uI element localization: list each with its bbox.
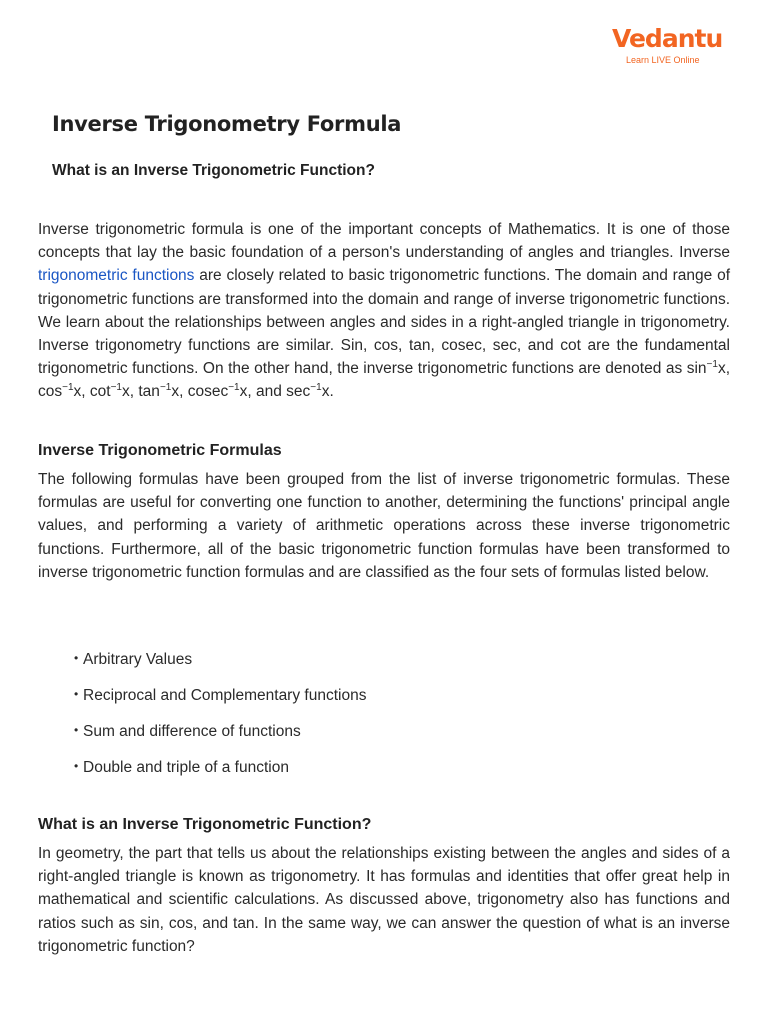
intro-text-b: are closely related to basic trigonometric functions. The domain and range of trigonometric functions are transformed into the domain and range of inverse trigonometric functions. We learn about the relationships between angles and sides in a right-angled triangle in trigonometry. Inverse trigonometry functions are similar. Sin, cos, tan, cosec, sec, and cot are the fundamental trigonometric functions. On the other hand, the inverse trigonometric functions are denoted as — [38, 267, 730, 378]
bullet-icon: • — [74, 687, 79, 701]
formula-sets-list — [74, 646, 366, 790]
logo-wordmark: Vedantu — [612, 24, 723, 53]
intro-paragraph: Inverse trigonometric formula is one of the important concepts of Mathematics. It is one of those concepts that lay the basic foundation of a person's understanding of angles and triangles. Inverse trigonometric functions are closely related to basic trigonometric functions. The domain and range of trigonometric functions are transformed into the domain and range of inverse trigonometric functions. We learn about the relationships between angles and sides in a right-angled triangle in trigonometry. Inverse trigonometry functions are similar. Sin, cos, tan, cosec, sec, and cot are the fundamental trigonometric functions. On the other hand, the inverse trigonometric functions are denoted as $\sin^{-1}x$, $\cos^{-1}x$, $\cot^{-1}x$, $\tan^{-1}x$, cosec$^{-1}$x, and $\sec^{-1}x$. — [38, 221, 730, 401]
list-item: • Double and triple of a function — [74, 754, 366, 790]
intro-text-a: Inverse trigonometric formula is one of the important concepts of Mathematics. It is one of those concepts that lay the basic foundation of a person's understanding of angles and triangles. Inverse — [38, 221, 730, 262]
inverse-tan: $\tan^{-1}x$ — [138, 382, 180, 401]
definition-paragraph: In geometry, the part that tells us about the relationships existing between the angles and sides of a right-angled triangle is known as trigonometry. It has formulas and identities that offer great help in mathematical and scientific calculations. As discussed above, trigonometry also has functions and ratios such as sin, cos, and tan. In the same way, we can answer the question of what is an inverse trigonometric function? — [38, 845, 730, 955]
vedantu-logo[interactable] — [612, 24, 723, 72]
section-heading-formulas: Inverse Trigonometric Formulas — [38, 442, 282, 459]
page-title: Inverse Trigonometry Formula — [52, 112, 402, 136]
section-heading-definition: What is an Inverse Trigonometric Function? — [38, 816, 372, 833]
bullet-icon: • — [74, 759, 79, 773]
list-item: • Arbitrary Values — [74, 646, 366, 682]
bullet-icon: • — [74, 723, 79, 737]
page-subtitle: What is an Inverse Trigonometric Function? — [52, 162, 375, 179]
formulas-paragraph: The following formulas have been grouped from the list of inverse trigonometric formulas. These formulas are useful for converting one function to another, determining the functions' principal angle values, and performing a variety of arithmetic operations across these inverse trigonometric functions. Furthermore, all of the basic trigonometric function formulas have been transformed to inverse trigonometric function formulas and are classified as the four sets of formulas listed below. — [38, 471, 730, 581]
inverse-cos: $\cos^{-1}x$ — [38, 382, 82, 401]
trigonometric-functions-link[interactable]: trigonometric functions — [38, 267, 195, 285]
inverse-sec: $\sec^{-1}x$ — [286, 382, 330, 401]
logo-tagline: Learn LIVE Online — [626, 55, 700, 65]
inverse-sin: $\sin^{-1}x$ — [686, 359, 726, 378]
list-item: • Sum and difference of functions — [74, 718, 366, 754]
bullet-icon: • — [74, 651, 79, 665]
inverse-cot: $\cot^{-1}x$ — [89, 382, 130, 401]
list-item: • Reciprocal and Complementary functions — [74, 682, 366, 718]
inverse-cosec: cosec$^{-1}$x — [187, 382, 248, 401]
